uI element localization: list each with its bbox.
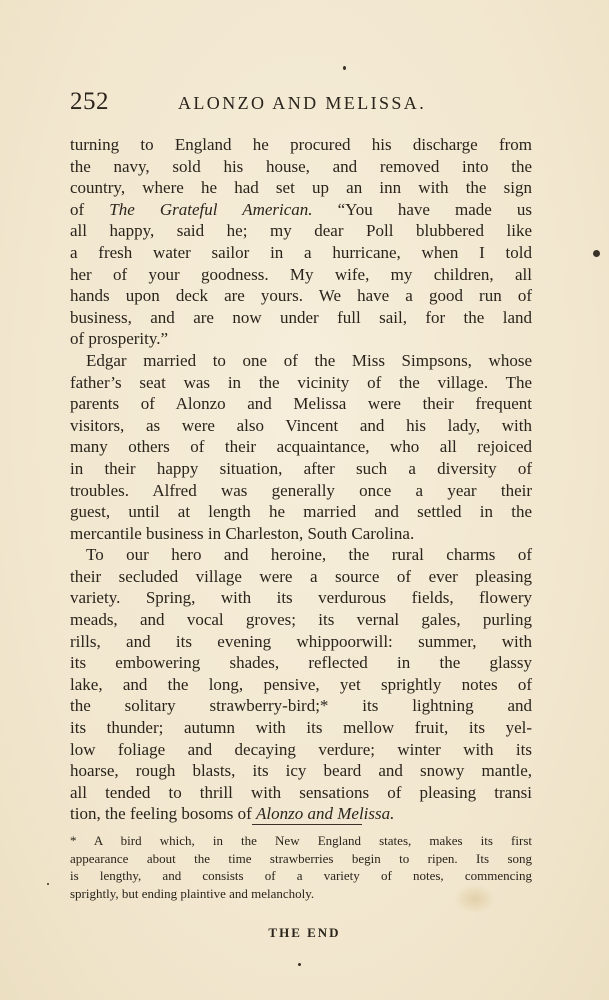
text-line: many others of their acquaintance, who all rejoiced [70, 437, 532, 457]
ink-speck [298, 963, 301, 966]
text-line: of prosperity.” [70, 329, 169, 349]
text-line: hoarse, rough blasts, its icy beard and snowy mantle, [70, 761, 532, 781]
text-line [70, 199, 532, 221]
text-line: the solitary strawberry-bird;* its lightning and [70, 696, 532, 716]
running-title: ALONZO AND MELISSA. [178, 93, 427, 113]
paper-stain [455, 885, 495, 913]
ink-speck [593, 250, 600, 257]
text-line: her of your goodness. My wife, my children, all [70, 264, 532, 284]
footnote-rule [252, 824, 362, 825]
text-fragment: You have made us [345, 199, 532, 219]
text-fragment: “ [337, 199, 346, 219]
footnote-line: sprightly, but ending plaintive and melancholy. [70, 885, 315, 901]
text-line: Edgar married to one of the Miss Simpsons, whose [86, 350, 532, 370]
text-line: low foliage and decaying verdure; winter with its [70, 739, 532, 759]
text-line: parents of Alonzo and Melissa were their frequent [70, 394, 532, 414]
page-number: 252 [70, 88, 109, 115]
text-line: all happy, said he; my dear Poll blubbered like [70, 221, 532, 241]
text-line: variety. Spring, with its verdurous fields, flowery [70, 588, 532, 608]
text-line: country, where he had set up an inn with the sign [70, 178, 532, 198]
text-line: a fresh water sailor in a hurricane, when I told [70, 242, 532, 262]
footnote-line: * A bird which, in the New England states, makes its first [70, 833, 532, 848]
inn-sign-name: The Grateful American. [109, 199, 313, 219]
text-line: rills, and its evening whippoorwill: summer, with [70, 631, 532, 651]
text-line: visitors, as were also Vincent and his lady, with [70, 415, 532, 435]
text-line: turning to England he procured his discharge from [70, 135, 532, 154]
text-line: business, and are now under full sail, for the land [70, 307, 532, 327]
text-line: father’s seat was in the vicinity of the village. The [70, 372, 532, 392]
text-line: the navy, sold his house, and removed into the [70, 156, 532, 176]
text-line: mercantile business in Charleston, South Carolina. [70, 523, 415, 543]
text-line: lake, and the long, pensive, yet sprightly notes of [70, 674, 532, 694]
text-fragment: tion, the feeling bosoms of [70, 804, 252, 824]
the-end-label: THE END [268, 925, 341, 940]
footnote-line: appearance about the time strawberries begin to ripen. Its song [70, 850, 532, 866]
text-line: troubles. Alfred was generally once a year their [70, 480, 532, 500]
text-line: guest, until at length he married and settled in the [70, 502, 532, 522]
book-title-italic: Alonzo and Melissa. [256, 804, 395, 824]
ink-speck [47, 883, 49, 885]
text-line: in their happy situation, after such a diversity of [70, 458, 532, 478]
text-line: its embowering shades, reflected in the glassy [70, 653, 532, 673]
running-head [70, 88, 535, 118]
footnote-line: is lengthy, and consists of a variety of notes, commencing [70, 868, 532, 883]
text-line [70, 803, 532, 825]
text-line: To our hero and heroine, the rural charms of [86, 545, 532, 565]
text-line: their secluded village were a source of ever pleasing [70, 566, 532, 586]
text-line: meads, and vocal groves; its vernal gales, purling [70, 610, 532, 630]
body-text [70, 134, 532, 825]
text-line: its thunder; autumn with its mellow fruit, its yel- [70, 718, 532, 738]
text-fragment: of [70, 199, 85, 219]
text-line: all tended to thrill with sensations of pleasing transi [70, 782, 532, 802]
text-line: hands upon deck are yours. We have a good run of [70, 286, 532, 306]
ink-speck [343, 66, 346, 70]
